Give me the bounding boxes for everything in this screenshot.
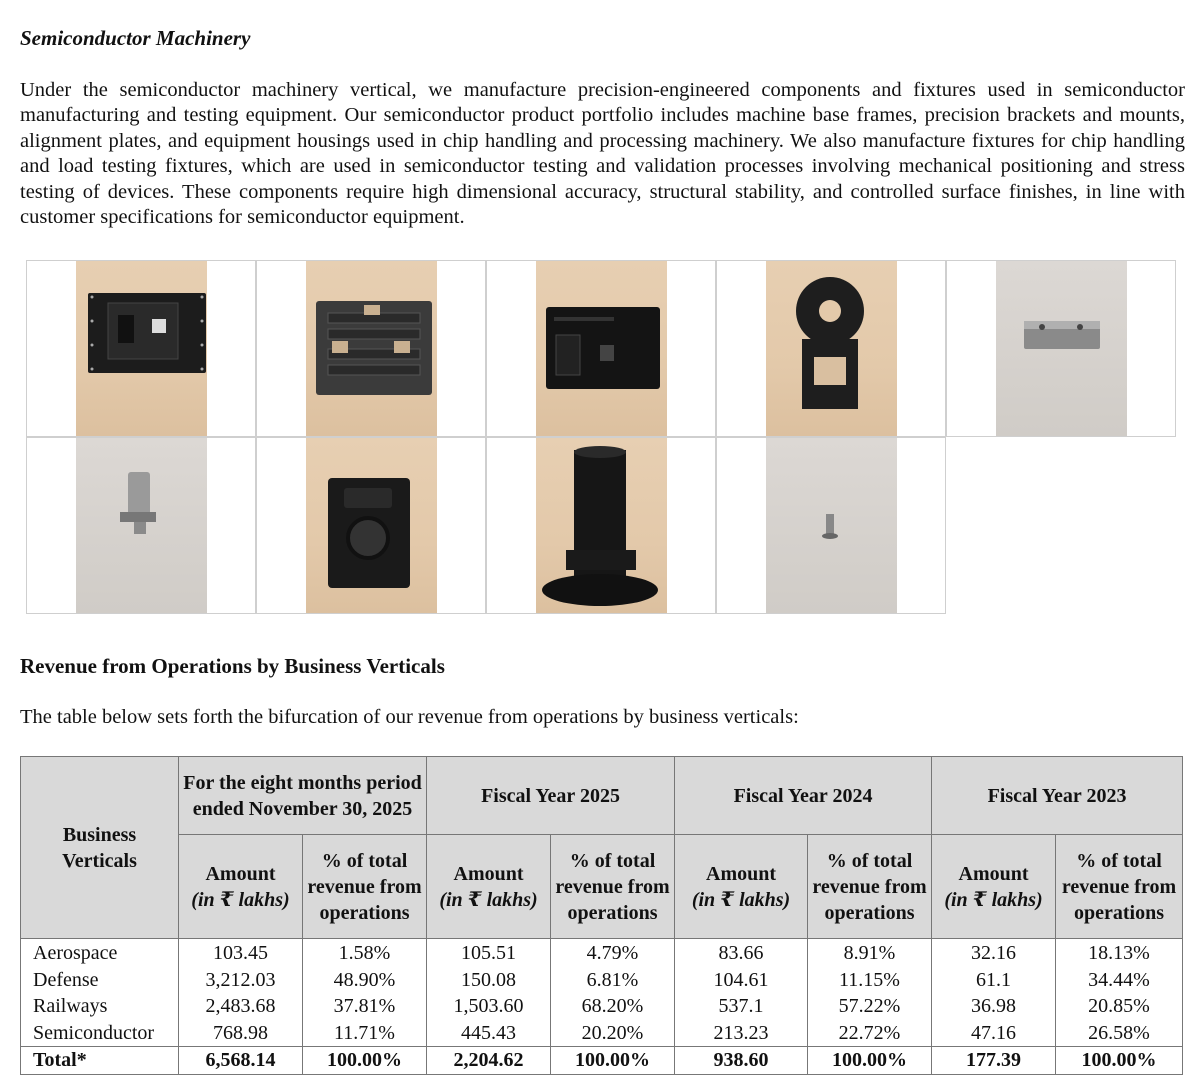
cell-value: 6.81% [551, 967, 675, 994]
cell-value: 47.16 [932, 1020, 1056, 1047]
cell-value: 2,204.62 [427, 1047, 551, 1075]
cell-value: 2,483.68 [179, 993, 303, 1020]
product-photo-small-pin [766, 438, 897, 613]
cell-value: 22.72% [808, 1020, 932, 1047]
table-row [21, 1020, 1183, 1047]
cell-value: 26.58% [1056, 1020, 1183, 1047]
cell-value: 105.51 [427, 939, 551, 967]
product-photo-chip-holder [306, 438, 437, 613]
cell-value: 20.85% [1056, 993, 1183, 1020]
photo-cell [486, 437, 716, 614]
cell-value: 4.79% [551, 939, 675, 967]
row-label: Defense [21, 967, 179, 994]
photo-cell [26, 437, 256, 614]
cell-value: 37.81% [303, 993, 427, 1020]
product-photo-threaded-pin [76, 438, 207, 613]
product-photo-load-test-fixture [536, 438, 667, 613]
cell-value: 32.16 [932, 939, 1056, 967]
cell-value: 68.20% [551, 993, 675, 1020]
empty-cell [946, 437, 1176, 614]
revenue-table [20, 756, 1183, 1075]
row-label: Total* [21, 1047, 179, 1075]
header-business-verticals: Business Verticals [21, 757, 179, 939]
header-amount: Amount (in ₹ lakhs) [675, 835, 808, 939]
cell-value: 177.39 [932, 1047, 1056, 1075]
cell-value: 18.13% [1056, 939, 1183, 967]
cell-value: 34.44% [1056, 967, 1183, 994]
photo-cell [256, 260, 486, 437]
cell-value: 48.90% [303, 967, 427, 994]
product-photo-gallery [26, 260, 1200, 614]
cell-value: 57.22% [808, 993, 932, 1020]
table-row [21, 967, 1183, 994]
cell-value: 11.71% [303, 1020, 427, 1047]
cell-value: 1,503.60 [427, 993, 551, 1020]
cell-value: 768.98 [179, 1020, 303, 1047]
header-period-eight-months: For the eight months period ended November 30, 2025 [179, 757, 427, 835]
revenue-heading: Revenue from Operations by Business Verticals [20, 654, 445, 678]
photo-cell [716, 437, 946, 614]
row-label: Semiconductor [21, 1020, 179, 1047]
cell-value: 213.23 [675, 1020, 808, 1047]
header-period-fy2023: Fiscal Year 2023 [932, 757, 1183, 835]
cell-value: 938.60 [675, 1047, 808, 1075]
cell-value: 150.08 [427, 967, 551, 994]
cell-value: 1.58% [303, 939, 427, 967]
header-pct: % of total revenue from operations [808, 835, 932, 939]
cell-value: 6,568.14 [179, 1047, 303, 1075]
header-period-fy2024: Fiscal Year 2024 [675, 757, 932, 835]
product-photo-precision-block [996, 261, 1127, 436]
cell-value: 100.00% [303, 1047, 427, 1075]
header-pct: % of total revenue from operations [551, 835, 675, 939]
product-photo-equipment-housing [536, 261, 667, 436]
row-label: Aerospace [21, 939, 179, 967]
cell-value: 100.00% [551, 1047, 675, 1075]
header-pct: % of total revenue from operations [303, 835, 427, 939]
cell-value: 100.00% [1056, 1047, 1183, 1075]
product-photo-fixture-plate [76, 261, 207, 436]
header-period-fy2025: Fiscal Year 2025 [427, 757, 675, 835]
product-photo-mounting-bracket [766, 261, 897, 436]
photo-cell [946, 260, 1176, 437]
header-pct: % of total revenue from operations [1056, 835, 1183, 939]
header-amount: Amount (in ₹ lakhs) [179, 835, 303, 939]
table-row-total [21, 1047, 1183, 1075]
photo-cell [716, 260, 946, 437]
empty-cell [1176, 437, 1200, 614]
photo-cell [486, 260, 716, 437]
cell-value: 104.61 [675, 967, 808, 994]
cell-value: 537.1 [675, 993, 808, 1020]
revenue-intro: The table below sets forth the bifurcation of our revenue from operations by business verticals: [20, 706, 799, 728]
row-label: Railways [21, 993, 179, 1020]
header-amount: Amount (in ₹ lakhs) [427, 835, 551, 939]
cell-value: 11.15% [808, 967, 932, 994]
cell-value: 100.00% [808, 1047, 932, 1075]
photo-cell [256, 437, 486, 614]
cell-value: 8.91% [808, 939, 932, 967]
header-amount: Amount (in ₹ lakhs) [932, 835, 1056, 939]
cell-value: 20.20% [551, 1020, 675, 1047]
cell-value: 3,212.03 [179, 967, 303, 994]
cell-value: 36.98 [932, 993, 1056, 1020]
product-photo-alignment-plate [306, 261, 437, 436]
cell-value: 103.45 [179, 939, 303, 967]
cell-value: 61.1 [932, 967, 1056, 994]
table-row [21, 993, 1183, 1020]
table-row [21, 939, 1183, 967]
cell-value: 83.66 [675, 939, 808, 967]
section-title: Semiconductor Machinery [20, 26, 251, 50]
section-paragraph: Under the semiconductor machinery vertical, we manufacture precision-engineered components and fixtures used in semiconductor manufacturing and testing equipment. Our semiconductor product portfolio includes machine base frames, precision brackets and mounts, alignment plates, and equipment housings used in chip handling and processing machinery. We also manufacture fixtures for chip handling and load testing fixtures, which are used in semiconductor testing and validation processes involving mechanical positioning and stress testing of devices. These components require high dimensional accuracy, structural stability, and controlled surface finishes, in line with customer specifications for semiconductor equipment. [20, 79, 1185, 229]
photo-cell [26, 260, 256, 437]
empty-cell [1176, 260, 1200, 437]
cell-value: 445.43 [427, 1020, 551, 1047]
